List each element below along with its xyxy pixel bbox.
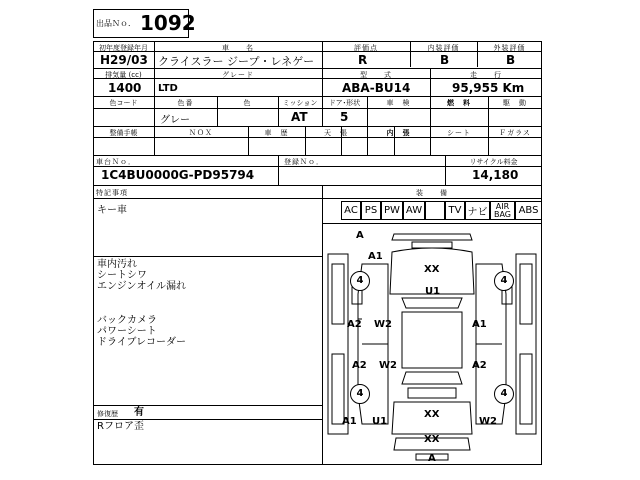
damage-right-rear: A2 [472, 360, 487, 371]
remarks-label: 特記事項 [96, 189, 128, 197]
reg-no-label: 登録Ｎｏ． [284, 158, 324, 166]
color-value: グレー [160, 115, 190, 126]
interior-trim-label: 内 張 [386, 129, 411, 137]
score-value: R [358, 53, 368, 67]
rule [93, 256, 322, 257]
remarks-note: ドライブレコーダー [97, 337, 186, 348]
tire-rear-right: 4 [494, 384, 514, 404]
repair-note: Rフロア歪 [97, 421, 144, 432]
grade-value: LTD [158, 83, 178, 94]
color-label: 色 [243, 99, 252, 107]
rule [93, 419, 322, 420]
color-no-label: 色番 [177, 99, 194, 107]
interior-score-value: B [440, 53, 450, 67]
damage-left-rear: A2 [352, 360, 367, 371]
damage-rear-u: U1 [372, 416, 388, 427]
transmission-value: AT [291, 110, 308, 124]
f-glass-label: Ｆガラス [499, 129, 531, 137]
rule [93, 126, 542, 127]
damage-hood: XX [424, 264, 440, 275]
car-damage-diagram [322, 224, 542, 464]
equip-aw: AW [403, 201, 425, 220]
rule [93, 405, 322, 406]
nox-label: ＮＯＸ [189, 129, 213, 137]
listing-number-value: 1092 [140, 11, 196, 35]
displacement-label: 排気量 (cc) [105, 71, 142, 79]
damage-right-front: A1 [472, 319, 487, 330]
remarks-note: 車内汚れ [97, 259, 137, 270]
chassis-value: 1C4BU0000G-PD95794 [101, 168, 255, 182]
rule [93, 185, 542, 186]
remarks-note: エンジンオイル漏れ [97, 281, 186, 292]
remarks-line1: キー車 [97, 205, 127, 216]
equip-navi: ナビ [465, 201, 490, 220]
roof-label: 天 張 [324, 129, 348, 137]
seat-label: シート [447, 129, 471, 137]
rule [278, 155, 279, 185]
damage-rear: A [428, 453, 436, 464]
equip-abs: ABS [515, 201, 542, 220]
model-name-label: 車 名 [222, 44, 254, 52]
equip-ac: AC [341, 201, 361, 220]
score-label: 評価点 [354, 44, 378, 52]
damage-front-upper-left: A1 [368, 251, 383, 262]
exterior-score-label: 外装評価 [493, 44, 526, 52]
mileage-label: 走 行 [470, 71, 502, 79]
damage-left-front-door: A2 [347, 319, 362, 330]
equipment-label: 装 備 [416, 189, 448, 197]
model-code-value: ABA-BU14 [342, 81, 411, 95]
remarks-note: シートシワ [97, 270, 147, 281]
rule [93, 108, 542, 109]
chassis-label: 車台Ｎｏ． [96, 158, 136, 166]
model-code-label: 型 式 [360, 71, 392, 79]
damage-left-front-door-inner: W2 [374, 319, 392, 330]
history-label: 車 歴 [264, 129, 289, 137]
grade-label: グレード [222, 71, 254, 79]
tire-rear-left: 4 [350, 384, 370, 404]
damage-roof: U1 [425, 286, 441, 297]
listing-number-label: 出品Ｎｏ． [96, 19, 136, 28]
displacement-value: 1400 [108, 81, 142, 95]
damage-rear-lower-right: W2 [479, 416, 497, 427]
rule [93, 155, 542, 156]
tire-front-right: 4 [494, 271, 514, 291]
exterior-score-value: B [506, 53, 516, 67]
inspection-label: 車 検 [386, 99, 411, 107]
damage-rear-bumper: XX [424, 434, 440, 445]
damage-trunk: XX [424, 409, 440, 420]
equip-airbag: AIR BAG [490, 201, 515, 220]
manual-label: 整備手帳 [109, 129, 138, 137]
rule [93, 96, 542, 97]
transmission-label: ミッション [282, 99, 318, 107]
remarks-note: バックカメラ [97, 315, 157, 326]
tire-front-left: 4 [350, 271, 370, 291]
doors-label: ドア･形状 [328, 99, 361, 107]
color-code-label: 色コード [109, 99, 138, 107]
model-name-value: クライスラー ジープ・レネゲー [158, 55, 315, 68]
repair-value: 有 [134, 407, 144, 418]
drive-label: 駆 動 [503, 99, 527, 107]
equip-ps: PS [361, 201, 381, 220]
equip-tv: TV [445, 201, 465, 220]
equip-pw: PW [381, 201, 403, 220]
remarks-note: パワーシート [97, 326, 157, 337]
fuel-label: 燃 料 [447, 99, 471, 107]
damage-front: A [356, 230, 364, 241]
rule [93, 198, 542, 199]
recycle-label: リサイクル料金 [469, 158, 518, 166]
repair-label: 修復歴 [97, 410, 118, 418]
damage-rear-lower-left: A1 [342, 416, 357, 427]
damage-left-rear-inner: W2 [379, 360, 397, 371]
recycle-value: 14,180 [472, 168, 519, 182]
mileage-value: 95,955 Km [452, 81, 525, 95]
doors-value: 5 [340, 110, 349, 124]
first-reg-label: 初年度登録年月 [99, 44, 148, 52]
interior-score-label: 内装評価 [427, 44, 460, 52]
first-reg-value: H29/03 [100, 53, 148, 67]
equip-blank [425, 201, 445, 220]
